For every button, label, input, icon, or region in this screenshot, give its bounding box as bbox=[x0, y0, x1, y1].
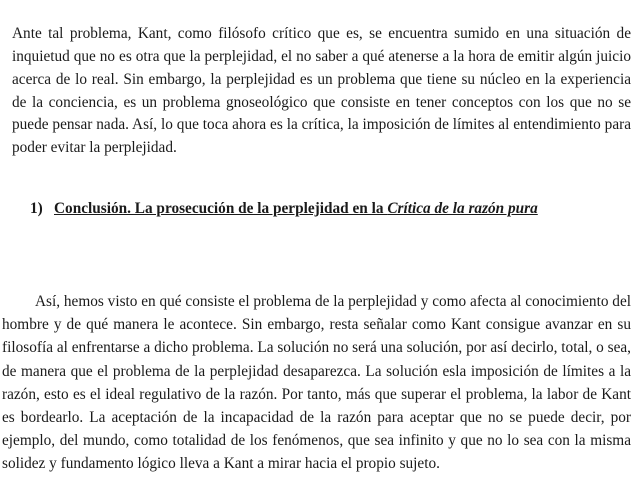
section-heading bbox=[30, 199, 630, 219]
section-title-main: Conclusión. La prosecución de la perplejidad en la bbox=[54, 200, 388, 217]
paragraph-conclusion: Así, hemos visto en qué consiste el problema de la perplejidad y como afecta al conocimiento del hombre y de qué manera le acontece. Sin embargo, resta señalar como Kant consigue avanzar en su filosofía al enfrentarse a dicho problema. La solución no será una solución, por así decirlo, total, o sea, de manera que el problema de la perplejidad desaparezca. La solución esla imposición de límites a la razón, esto es el ideal regulativo de la razón. Por tanto, más que superar el problema, la labor de Kant es bordearlo. La aceptación de la incapacidad de la razón para aceptar que no se puede decir, por ejemplo, del mundo, como totalidad de los fenómenos, que sea infinito y que no lo sea con la misma solidez y fundamento lógico lleva a Kant a mirar hacia el propio sujeto. bbox=[2, 293, 631, 472]
section-title bbox=[54, 200, 538, 217]
section-number: 1) bbox=[30, 200, 43, 217]
paragraph-intro: Ante tal problema, Kant, como filósofo crítico que es, se encuentra sumido en una situación de inquietud que no es otra que la perplejidad, el no saber a qué atenerse a la hora de emitir algún juicio acerca de lo real. Sin embargo, la perplejidad es un problema que tiene su núcleo en la experiencia de la conciencia, es un problema gnoseológico que consiste en tener conceptos con los que no se puede pensar nada. Así, lo que toca ahora es la crítica, la imposición de límites al entendimiento para poder evitar la perplejidad. bbox=[12, 25, 631, 157]
section-title-italic: Crítica de la razón pura bbox=[387, 200, 538, 217]
